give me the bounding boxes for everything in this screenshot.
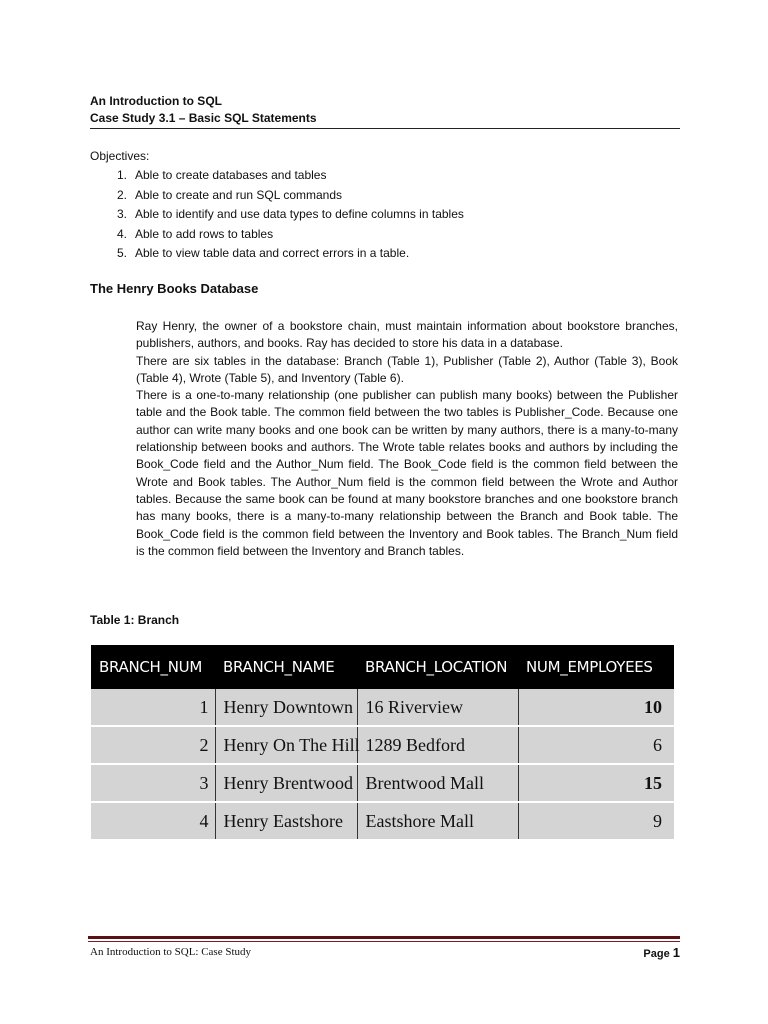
- list-item: [90, 244, 680, 264]
- table-cell: 4: [91, 802, 215, 840]
- column-header: BRANCH_NUM: [91, 645, 215, 689]
- header-divider: [90, 128, 680, 129]
- document-subtitle: Case Study 3.1 – Basic SQL Statements: [90, 111, 317, 125]
- branch-table-container: [91, 645, 674, 841]
- footer-divider: [88, 936, 680, 939]
- table-cell: 9: [518, 802, 674, 840]
- footer-title: An Introduction to SQL: Case Study: [90, 946, 252, 958]
- page-label: Page: [643, 948, 670, 960]
- list-item-text: Able to add rows to tables: [135, 226, 274, 241]
- table-cell: Henry On The Hill: [215, 726, 357, 764]
- table-row: [91, 802, 674, 840]
- paragraph: There are six tables in the database: Branch (Table 1), Publisher (Table 2), Author (Table 3), Book (Table 4), Wrote (Table 5), and Inventory (Table 6).: [136, 353, 678, 385]
- document-header: [90, 93, 680, 127]
- table-cell: Eastshore Mall: [357, 802, 518, 840]
- table-cell: 2: [91, 726, 215, 764]
- document-title: An Introduction to SQL: [90, 94, 222, 108]
- section-body: [136, 318, 678, 560]
- table-cell: 1289 Bedford: [357, 726, 518, 764]
- table-row: [91, 726, 674, 764]
- objectives-section: [90, 148, 680, 264]
- table-cell: Henry Eastshore: [215, 802, 357, 840]
- table-cell: 1: [91, 689, 215, 726]
- table-row: [91, 689, 674, 726]
- table-cell: 16 Riverview: [357, 689, 518, 726]
- list-item: [90, 205, 680, 225]
- list-item-text: Able to create databases and tables: [135, 168, 327, 182]
- column-header: NUM_EMPLOYEES: [518, 645, 674, 689]
- table-cell: Henry Brentwood: [215, 764, 357, 802]
- list-item: [90, 166, 680, 186]
- list-item-text: Able to create and run SQL commands: [135, 187, 342, 202]
- table-row: [91, 764, 674, 802]
- list-item-number: 5.: [116, 246, 127, 260]
- table-header-row: [91, 645, 674, 689]
- objectives-label: Objectives:: [90, 149, 150, 163]
- list-item-text: Able to view table data and correct errors in a table.: [135, 246, 410, 260]
- list-item-number: 3.: [116, 207, 127, 221]
- paragraph: There is a one-to-many relationship (one publisher can publish many books) between the Publisher table and the Book table. The common field between the two tables is Publisher_Code. Because one author can write many books and one book can be written by many authors, there is a many-to-many relationship between books and authors. The Wrote table relates books and authors by including the Book_Code field and the Author_Num field. The Book_Code field is the common field between the Wrote and Book tables. The Author_Num field is the common field between the Wrote and Author tables. Because the same book can be found at many bookstore branches and one bookstore branch has many books, there is a many-to-many relationship between the Branch and Book table. The Book_Code field is the common field between the Inventory and Book tables. The Branch_Num field is the common field between the Inventory and Branch tables.: [136, 388, 678, 558]
- list-item-number: 2.: [116, 187, 127, 202]
- branch-table: [91, 645, 674, 841]
- page-number-value: 1: [672, 945, 680, 960]
- section-heading: The Henry Books Database: [90, 281, 259, 296]
- paragraph: Ray Henry, the owner of a bookstore chain, must maintain information about bookstore branches, publishers, authors, and books. Ray has decided to store his data in a database.: [136, 319, 678, 351]
- column-header: BRANCH_LOCATION: [357, 645, 518, 689]
- table-cell: 3: [91, 764, 215, 802]
- table-cell: 15: [518, 764, 674, 802]
- list-item-number: 4.: [116, 226, 127, 241]
- table-caption: Table 1: Branch: [90, 613, 180, 627]
- column-header: BRANCH_NAME: [215, 645, 357, 689]
- page-number: [643, 945, 680, 960]
- list-item-text: Able to identify and use data types to define columns in tables: [135, 207, 464, 221]
- table-cell: 10: [518, 689, 674, 726]
- table-cell: 6: [518, 726, 674, 764]
- footer-divider-thin: [88, 941, 680, 942]
- list-item: [90, 225, 680, 245]
- list-item: [90, 186, 680, 206]
- objectives-list: [90, 166, 680, 264]
- list-item-number: 1.: [116, 168, 127, 182]
- table-cell: Brentwood Mall: [357, 764, 518, 802]
- table-cell: Henry Downtown: [215, 689, 357, 726]
